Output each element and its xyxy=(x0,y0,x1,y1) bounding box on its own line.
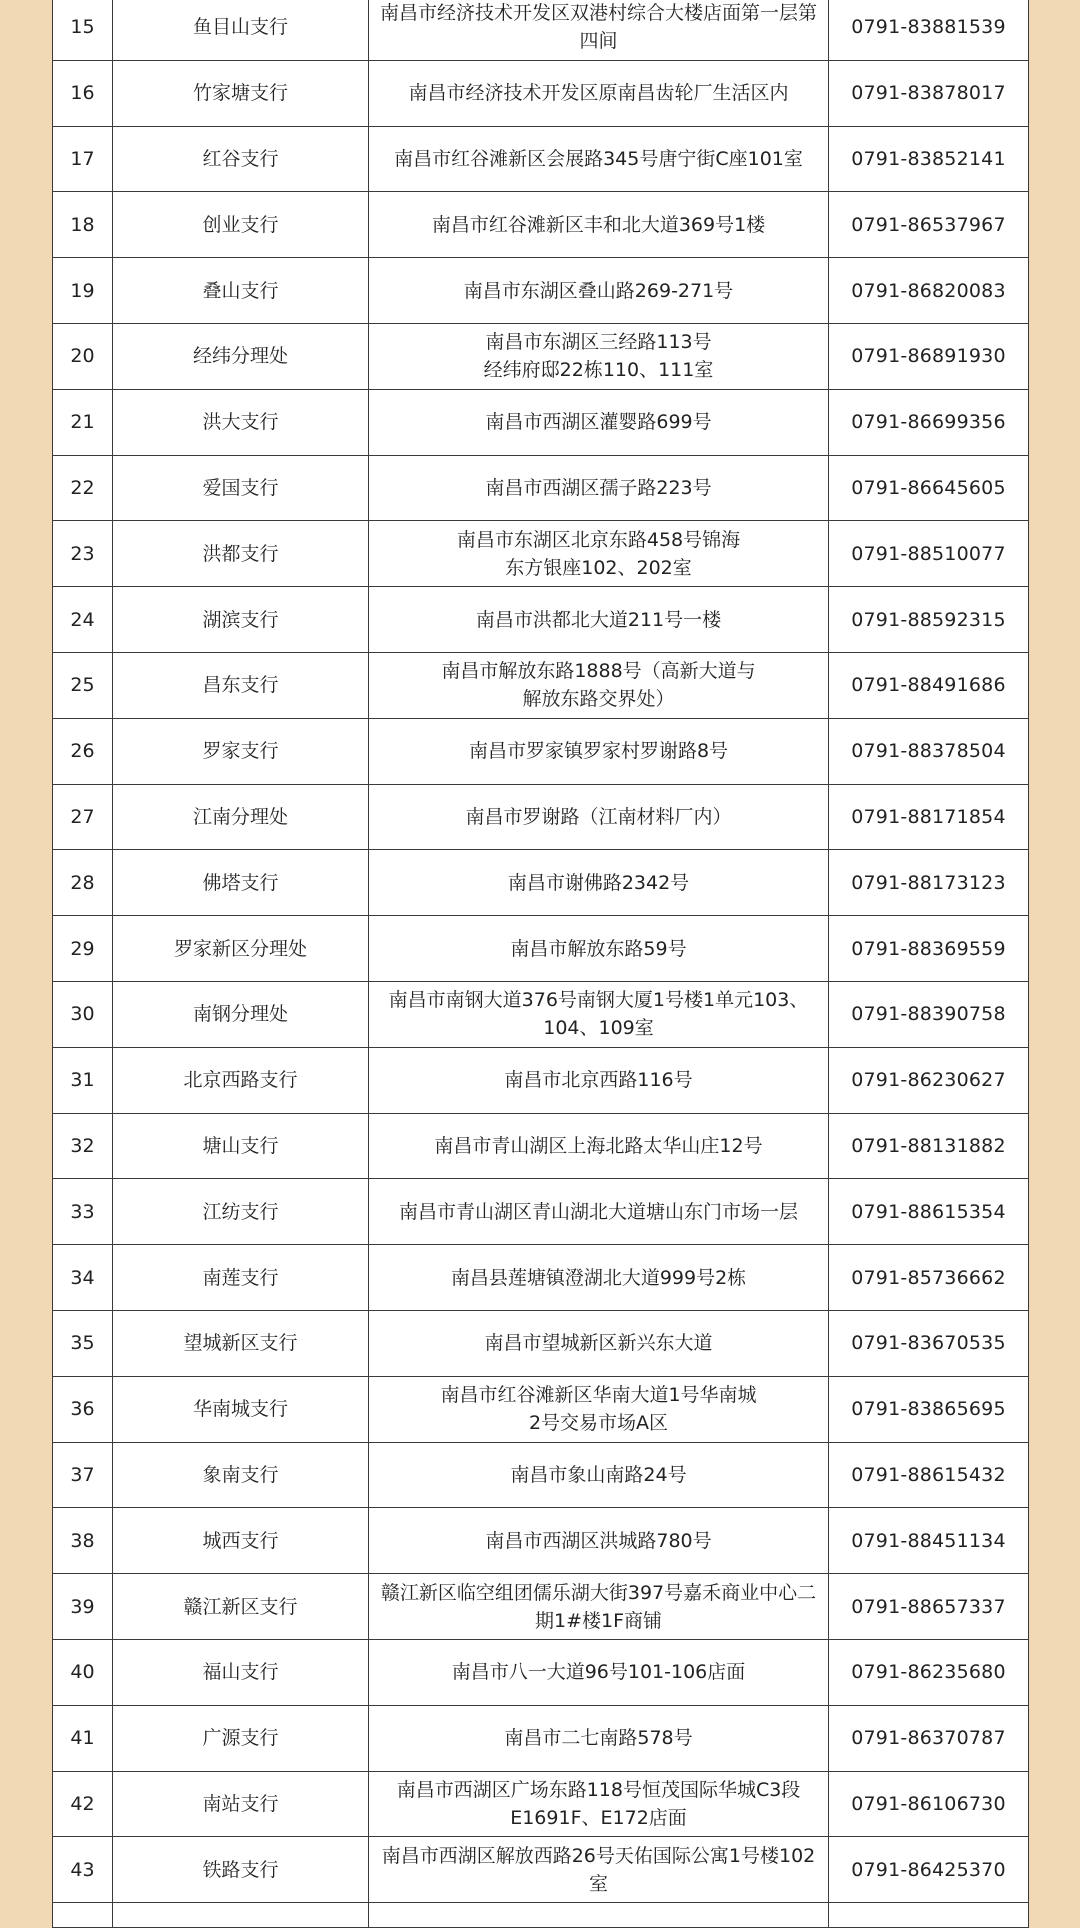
branch-name-cell: 洪都支行 xyxy=(113,521,369,587)
branch-number-cell: 27 xyxy=(53,784,113,850)
branch-phone-cell: 0791-88171854 xyxy=(829,784,1029,850)
table-row xyxy=(53,60,1029,126)
branch-number-cell: 31 xyxy=(53,1047,113,1113)
empty-cell xyxy=(829,1903,1029,1928)
branch-address-cell: 南昌市望城新区新兴东大道 xyxy=(369,1310,829,1376)
branch-phone-cell: 0791-88510077 xyxy=(829,521,1029,587)
table-row xyxy=(53,389,1029,455)
branch-number-cell: 42 xyxy=(53,1771,113,1837)
table-row xyxy=(53,1047,1029,1113)
branch-number-cell: 34 xyxy=(53,1245,113,1311)
branch-table-body xyxy=(53,0,1029,1928)
branch-number-cell: 40 xyxy=(53,1639,113,1705)
branch-name-cell: 经纬分理处 xyxy=(113,323,369,389)
branch-phone-cell: 0791-83865695 xyxy=(829,1376,1029,1442)
branch-number-cell: 23 xyxy=(53,521,113,587)
branch-phone-cell: 0791-88369559 xyxy=(829,916,1029,982)
branch-address-cell: 南昌市罗谢路（江南材料厂内） xyxy=(369,784,829,850)
branch-name-cell: 福山支行 xyxy=(113,1639,369,1705)
branch-number-cell: 24 xyxy=(53,587,113,653)
table-row xyxy=(53,850,1029,916)
branch-phone-cell: 0791-86820083 xyxy=(829,258,1029,324)
table-row xyxy=(53,258,1029,324)
branch-address-cell: 赣江新区临空组团儒乐湖大街397号嘉禾商业中心二 期1#楼1F商铺 xyxy=(369,1574,829,1640)
branch-name-cell: 象南支行 xyxy=(113,1442,369,1508)
branch-name-cell: 爱国支行 xyxy=(113,455,369,521)
branch-address-cell: 南昌市象山南路24号 xyxy=(369,1442,829,1508)
empty-cell xyxy=(113,1903,369,1928)
table-row xyxy=(53,784,1029,850)
branch-number-cell: 29 xyxy=(53,916,113,982)
branch-phone-cell: 0791-88491686 xyxy=(829,652,1029,718)
empty-cell xyxy=(53,1903,113,1928)
branch-name-cell: 江南分理处 xyxy=(113,784,369,850)
branch-number-cell: 43 xyxy=(53,1837,113,1903)
branch-number-cell: 18 xyxy=(53,192,113,258)
branch-name-cell: 华南城支行 xyxy=(113,1376,369,1442)
branch-address-cell: 南昌市西湖区孺子路223号 xyxy=(369,455,829,521)
branch-number-cell: 20 xyxy=(53,323,113,389)
table-row xyxy=(53,323,1029,389)
branch-name-cell: 望城新区支行 xyxy=(113,1310,369,1376)
branch-number-cell: 41 xyxy=(53,1705,113,1771)
table-row xyxy=(53,1442,1029,1508)
branch-phone-cell: 0791-86425370 xyxy=(829,1837,1029,1903)
branch-address-cell: 南昌市南钢大道376号南钢大厦1号楼1单元103、 104、109室 xyxy=(369,981,829,1047)
branch-address-cell: 南昌市东湖区三经路113号 经纬府邸22栋110、111室 xyxy=(369,323,829,389)
branch-address-cell: 南昌市西湖区洪城路780号 xyxy=(369,1508,829,1574)
branch-phone-cell: 0791-88131882 xyxy=(829,1113,1029,1179)
table-row xyxy=(53,1376,1029,1442)
branch-phone-cell: 0791-85736662 xyxy=(829,1245,1029,1311)
table-row xyxy=(53,1113,1029,1179)
branch-phone-cell: 0791-88592315 xyxy=(829,587,1029,653)
table-row xyxy=(53,455,1029,521)
branch-number-cell: 37 xyxy=(53,1442,113,1508)
table-row xyxy=(53,1771,1029,1837)
branch-name-cell: 昌东支行 xyxy=(113,652,369,718)
branch-phone-cell: 0791-83881539 xyxy=(829,0,1029,60)
table-row xyxy=(53,192,1029,258)
branch-phone-cell: 0791-86645605 xyxy=(829,455,1029,521)
empty-cell xyxy=(369,1903,829,1928)
branch-address-cell: 南昌市东湖区北京东路458号锦海 东方银座102、202室 xyxy=(369,521,829,587)
branch-address-cell: 南昌县莲塘镇澄湖北大道999号2栋 xyxy=(369,1245,829,1311)
branch-name-cell: 罗家新区分理处 xyxy=(113,916,369,982)
branch-name-cell: 塘山支行 xyxy=(113,1113,369,1179)
branch-address-cell: 南昌市二七南路578号 xyxy=(369,1705,829,1771)
branch-phone-cell: 0791-86106730 xyxy=(829,1771,1029,1837)
branch-address-cell: 南昌市解放东路59号 xyxy=(369,916,829,982)
branch-name-cell: 叠山支行 xyxy=(113,258,369,324)
branch-number-cell: 38 xyxy=(53,1508,113,1574)
branch-address-cell: 南昌市西湖区广场东路118号恒茂国际华城C3段 E1691F、E172店面 xyxy=(369,1771,829,1837)
table-row xyxy=(53,126,1029,192)
branch-name-cell: 江纺支行 xyxy=(113,1179,369,1245)
branch-name-cell: 红谷支行 xyxy=(113,126,369,192)
branch-table xyxy=(52,0,1029,1928)
table-row-continuation xyxy=(53,1903,1029,1928)
table-row xyxy=(53,1508,1029,1574)
table-row xyxy=(53,521,1029,587)
branch-name-cell: 赣江新区支行 xyxy=(113,1574,369,1640)
branch-name-cell: 城西支行 xyxy=(113,1508,369,1574)
table-row xyxy=(53,1705,1029,1771)
branch-number-cell: 21 xyxy=(53,389,113,455)
table-row xyxy=(53,1837,1029,1903)
branch-address-cell: 南昌市经济技术开发区原南昌齿轮厂生活区内 xyxy=(369,60,829,126)
branch-phone-cell: 0791-83852141 xyxy=(829,126,1029,192)
branch-address-cell: 南昌市西湖区解放西路26号天佑国际公寓1号楼102 室 xyxy=(369,1837,829,1903)
branch-name-cell: 南钢分理处 xyxy=(113,981,369,1047)
branch-name-cell: 湖滨支行 xyxy=(113,587,369,653)
branch-name-cell: 南莲支行 xyxy=(113,1245,369,1311)
table-row xyxy=(53,652,1029,718)
branch-number-cell: 33 xyxy=(53,1179,113,1245)
branch-address-cell: 南昌市西湖区灌婴路699号 xyxy=(369,389,829,455)
branch-phone-cell: 0791-86699356 xyxy=(829,389,1029,455)
table-row xyxy=(53,718,1029,784)
branch-phone-cell: 0791-86891930 xyxy=(829,323,1029,389)
table-row xyxy=(53,1574,1029,1640)
branch-phone-cell: 0791-86230627 xyxy=(829,1047,1029,1113)
branch-number-cell: 25 xyxy=(53,652,113,718)
table-row xyxy=(53,916,1029,982)
branch-phone-cell: 0791-86370787 xyxy=(829,1705,1029,1771)
branch-name-cell: 佛塔支行 xyxy=(113,850,369,916)
branch-number-cell: 39 xyxy=(53,1574,113,1640)
branch-number-cell: 15 xyxy=(53,0,113,60)
branch-address-cell: 南昌市红谷滩新区丰和北大道369号1楼 xyxy=(369,192,829,258)
branch-number-cell: 36 xyxy=(53,1376,113,1442)
branch-name-cell: 罗家支行 xyxy=(113,718,369,784)
table-row xyxy=(53,981,1029,1047)
branch-name-cell: 洪大支行 xyxy=(113,389,369,455)
branch-phone-cell: 0791-83878017 xyxy=(829,60,1029,126)
table-row xyxy=(53,1639,1029,1705)
branch-number-cell: 22 xyxy=(53,455,113,521)
branch-phone-cell: 0791-83670535 xyxy=(829,1310,1029,1376)
branch-address-cell: 南昌市东湖区叠山路269-271号 xyxy=(369,258,829,324)
branch-phone-cell: 0791-88657337 xyxy=(829,1574,1029,1640)
branch-phone-cell: 0791-88451134 xyxy=(829,1508,1029,1574)
branch-address-cell: 南昌市红谷滩新区会展路345号唐宁街C座101室 xyxy=(369,126,829,192)
branch-number-cell: 32 xyxy=(53,1113,113,1179)
branch-phone-cell: 0791-88173123 xyxy=(829,850,1029,916)
branch-address-cell: 南昌市青山湖区上海北路太华山庄12号 xyxy=(369,1113,829,1179)
branch-address-cell: 南昌市八一大道96号101-106店面 xyxy=(369,1639,829,1705)
branch-address-cell: 南昌市洪都北大道211号一楼 xyxy=(369,587,829,653)
branch-address-cell: 南昌市经济技术开发区双港村综合大楼店面第一层第四间 xyxy=(369,0,829,60)
branch-number-cell: 26 xyxy=(53,718,113,784)
branch-address-cell: 南昌市罗家镇罗家村罗谢路8号 xyxy=(369,718,829,784)
branch-number-cell: 28 xyxy=(53,850,113,916)
branch-table-container xyxy=(52,0,1028,1928)
branch-number-cell: 16 xyxy=(53,60,113,126)
branch-number-cell: 35 xyxy=(53,1310,113,1376)
branch-number-cell: 17 xyxy=(53,126,113,192)
branch-number-cell: 19 xyxy=(53,258,113,324)
branch-name-cell: 鱼目山支行 xyxy=(113,0,369,60)
branch-address-cell: 南昌市谢佛路2342号 xyxy=(369,850,829,916)
branch-name-cell: 广源支行 xyxy=(113,1705,369,1771)
branch-phone-cell: 0791-88378504 xyxy=(829,718,1029,784)
branch-phone-cell: 0791-86537967 xyxy=(829,192,1029,258)
table-row xyxy=(53,1310,1029,1376)
branch-phone-cell: 0791-88390758 xyxy=(829,981,1029,1047)
table-row xyxy=(53,1179,1029,1245)
branch-phone-cell: 0791-88615432 xyxy=(829,1442,1029,1508)
branch-phone-cell: 0791-88615354 xyxy=(829,1179,1029,1245)
branch-address-cell: 南昌市红谷滩新区华南大道1号华南城 2号交易市场A区 xyxy=(369,1376,829,1442)
branch-name-cell: 北京西路支行 xyxy=(113,1047,369,1113)
branch-name-cell: 创业支行 xyxy=(113,192,369,258)
table-row xyxy=(53,1245,1029,1311)
branch-name-cell: 铁路支行 xyxy=(113,1837,369,1903)
table-row xyxy=(53,587,1029,653)
table-row xyxy=(53,0,1029,60)
branch-phone-cell: 0791-86235680 xyxy=(829,1639,1029,1705)
branch-name-cell: 竹家塘支行 xyxy=(113,60,369,126)
branch-name-cell: 南站支行 xyxy=(113,1771,369,1837)
branch-address-cell: 南昌市青山湖区青山湖北大道塘山东门市场一层 xyxy=(369,1179,829,1245)
branch-address-cell: 南昌市解放东路1888号（高新大道与 解放东路交界处） xyxy=(369,652,829,718)
branch-number-cell: 30 xyxy=(53,981,113,1047)
branch-address-cell: 南昌市北京西路116号 xyxy=(369,1047,829,1113)
